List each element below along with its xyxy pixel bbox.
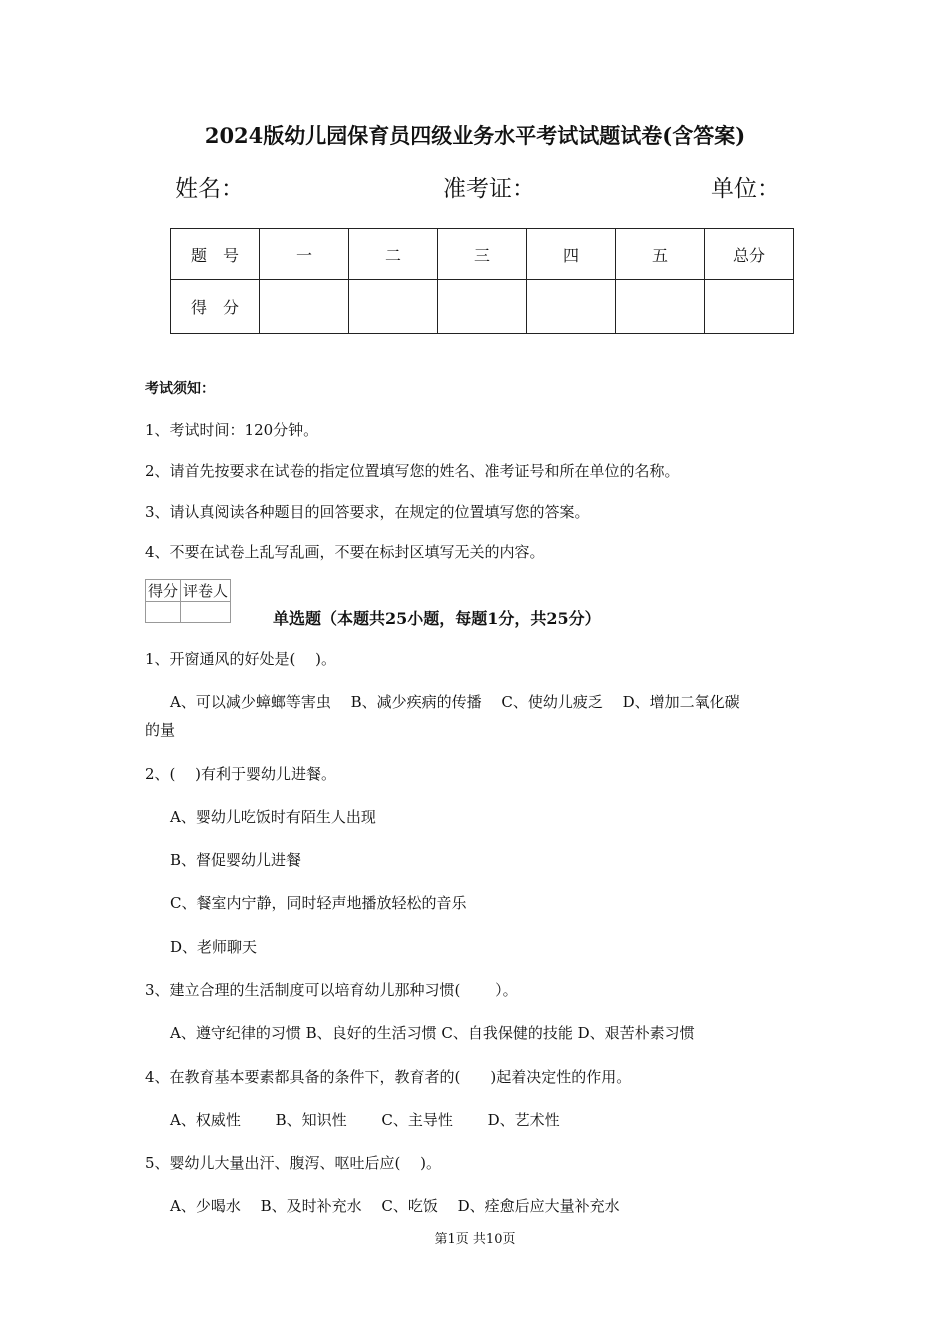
score-cell[interactable] <box>349 280 438 334</box>
score-table-header-cell: 题 号 <box>171 229 260 280</box>
score-table-header-row <box>171 229 794 280</box>
grader-box-score-cell[interactable] <box>146 602 181 623</box>
score-table-header-cell: 总分 <box>705 229 794 280</box>
name-field-label: 姓名： <box>175 176 244 202</box>
question-2: 2、( )有利于婴幼儿进餐。 <box>145 765 337 783</box>
notice-heading: 考试须知： <box>145 381 215 397</box>
score-table-header-cell: 五 <box>616 229 705 280</box>
question-2-option-c: C、餐室内宁静，同时轻声地播放轻松的音乐 <box>170 894 467 912</box>
grader-box-grader-label: 评卷人 <box>181 580 231 602</box>
question-2-option-a: A、婴幼儿吃饭时有陌生人出现 <box>170 808 376 826</box>
question-4: 4、在教育基本要素都具备的条件下，教育者的( )起着决定性的作用。 <box>145 1068 632 1086</box>
question-2-option-d: D、老师聊天 <box>170 938 258 956</box>
score-cell[interactable] <box>616 280 705 334</box>
question-1-options: A、可以减少蟑螂等害虫 B、减少疾病的传播 C、使幼儿疲乏 D、增加二氧化碳 <box>170 693 740 711</box>
notice-item: 2、请首先按要求在试卷的指定位置填写您的姓名、准考证号和所在单位的名称。 <box>145 462 680 480</box>
score-cell[interactable] <box>438 280 527 334</box>
score-table-header-cell: 四 <box>527 229 616 280</box>
notice-item: 4、不要在试卷上乱写乱画，不要在标封区填写无关的内容。 <box>145 543 545 561</box>
score-table-score-row <box>171 280 794 334</box>
score-table-header-cell: 三 <box>438 229 527 280</box>
page-footer: 第1页 共10页 <box>434 1232 516 1247</box>
question-3: 3、建立合理的生活制度可以培育幼儿那种习惯( ）。 <box>145 981 518 999</box>
exam-id-field-label: 准考证： <box>443 176 535 202</box>
section-title: 单选题（本题共25小题，每题1分，共25分） <box>273 609 601 628</box>
notice-item: 1、考试时间：120分钟。 <box>145 421 319 439</box>
question-2-option-b: B、督促婴幼儿进餐 <box>170 851 302 869</box>
notice-item: 3、请认真阅读各种题目的回答要求，在规定的位置填写您的答案。 <box>145 503 590 521</box>
score-table-header-cell: 一 <box>260 229 349 280</box>
score-cell[interactable] <box>260 280 349 334</box>
score-row-label: 得 分 <box>171 280 260 334</box>
score-table <box>170 228 794 334</box>
grader-box-score-label: 得分 <box>146 580 181 602</box>
question-1-options-continued: 的量 <box>145 721 176 739</box>
score-table-header-cell: 二 <box>349 229 438 280</box>
question-5: 5、婴幼儿大量出汗、腹泻、呕吐后应( )。 <box>145 1154 442 1172</box>
page-title: 2024版幼儿园保育员四级业务水平考试试题试卷(含答案) <box>204 123 746 148</box>
grader-box-grader-cell[interactable] <box>181 602 231 623</box>
score-cell[interactable] <box>705 280 794 334</box>
score-cell[interactable] <box>527 280 616 334</box>
question-1: 1、开窗通风的好处是( )。 <box>145 650 337 668</box>
question-5-options: A、少喝水 B、及时补充水 C、吃饭 D、痊愈后应大量补充水 <box>170 1197 620 1215</box>
grader-box <box>145 579 231 623</box>
question-4-options: A、权威性 B、知识性 C、主导性 D、艺术性 <box>170 1111 560 1129</box>
unit-field-label: 单位： <box>711 176 780 202</box>
question-3-options: A、遵守纪律的习惯 B、良好的生活习惯 C、自我保健的技能 D、艰苦朴素习惯 <box>170 1024 695 1042</box>
